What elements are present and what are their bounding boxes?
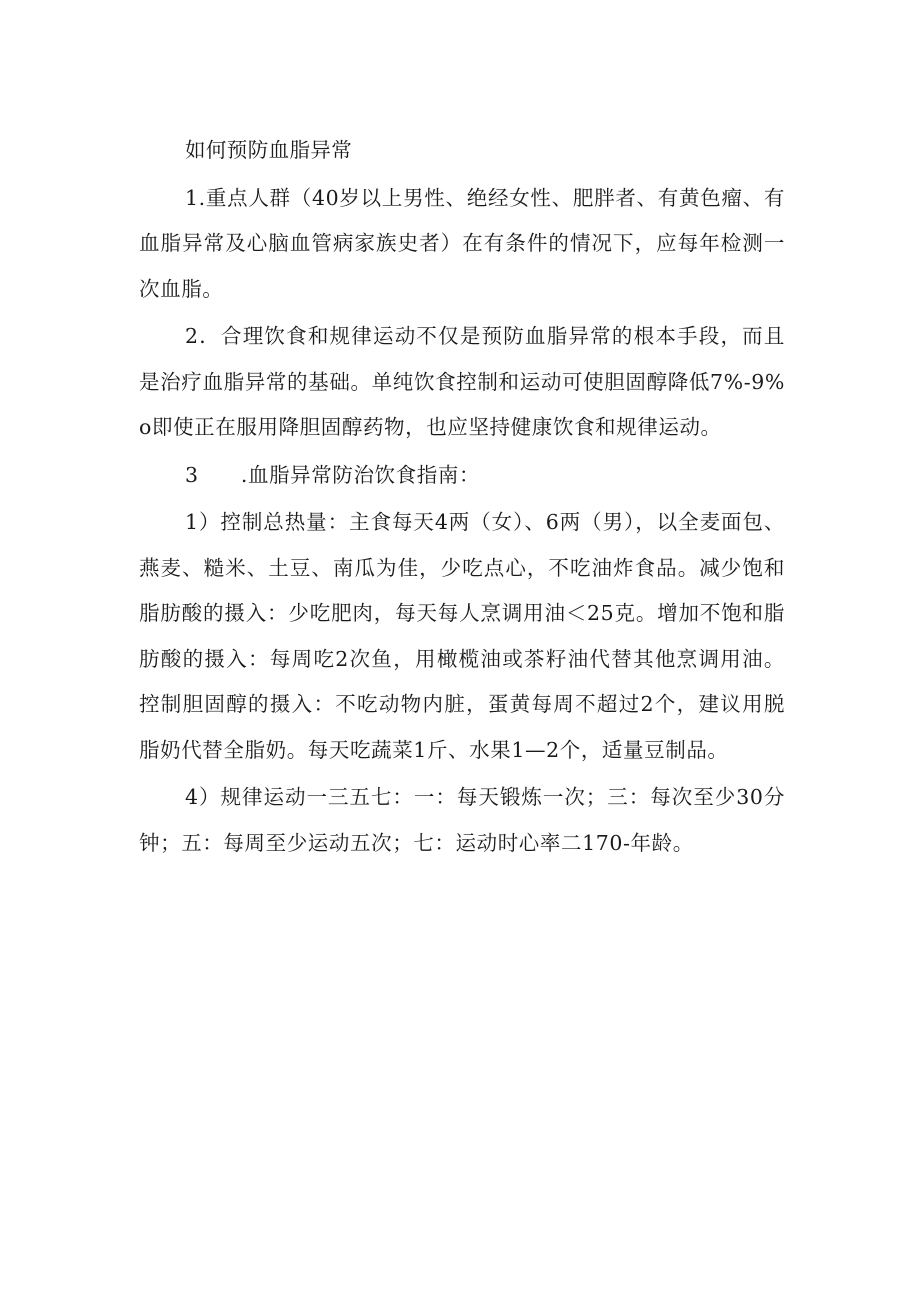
document-title: 如何预防血脂异常 — [185, 138, 353, 162]
paragraph-key-population: 1.重点人群（40岁以上男性、绝经女性、肥胖者、有黄色瘤、有血脂异常及心脑血管病家族史者）在有条件的情况下，应每年检测一次血脂。 — [139, 185, 785, 301]
paragraph-regular-exercise: 4）规律运动一三五七：一：每天锻炼一次；三：每次至少30分钟；五：每周至少运动五次；七：运动时心率二170-年龄。 — [139, 785, 785, 855]
paragraph-diet-exercise: 2．合理饮食和规律运动不仅是预防血脂异常的根本手段，而且是治疗血脂异常的基础。单纯饮食控制和运动可使胆固醇降低7%-9%o即使正在服用降胆固醇药物，也应坚持健康饮食和规律运动。 — [139, 324, 785, 439]
paragraph-control-calories: 1）控制总热量：主食每天4两（女）、6两（男），以全麦面包、燕麦、糙米、土豆、南瓜为佳，少吃点心，不吃油炸食品。减少饱和脂肪酸的摄入：少吃肥肉，每天每人烹调用油＜25克。增加不饱和脂肪酸的摄入：每周吃2次鱼，用橄榄油或茶籽油代替其他烹调用油。控制胆固醇的摄入：不吃动物内脏，蛋黄每周不超过2个，建议用脱脂奶代替全脂奶。每天吃蔬菜1斤、水果1—2个，适量豆制品。 — [139, 510, 785, 762]
paragraph-diet-guide-heading: 3 .血脂异常防治饮食指南： — [185, 462, 481, 487]
document-body — [139, 128, 785, 866]
